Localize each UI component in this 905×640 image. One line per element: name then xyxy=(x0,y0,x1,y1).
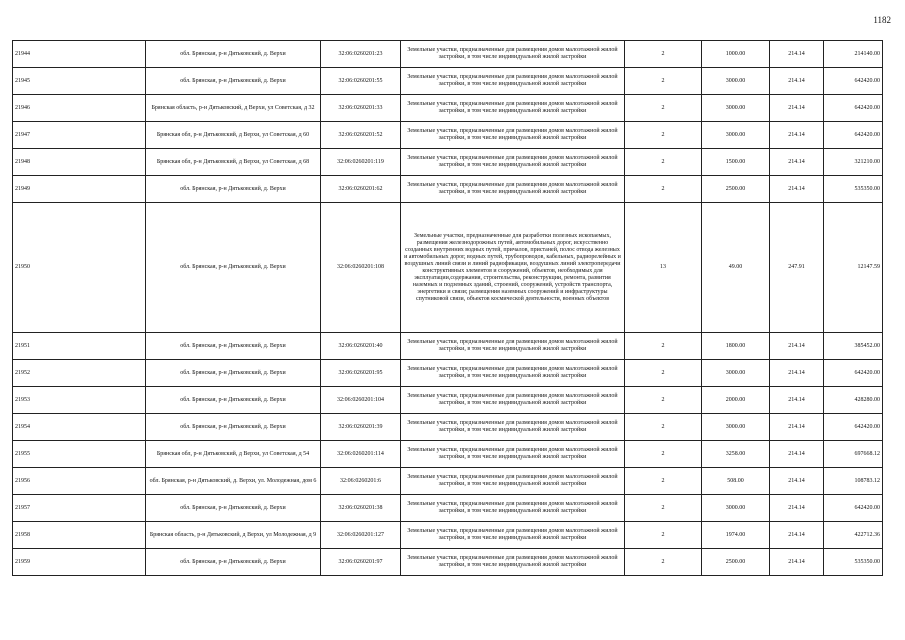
address-cell: обл. Брянская, р-н Дятьковский, д. Верхи xyxy=(146,203,321,333)
address-cell: обл. Брянская, р-н Дятьковский, д. Верхи xyxy=(146,549,321,576)
cadastral-value-cell: 108783.12 xyxy=(824,468,883,495)
address-cell: Брянская обл, р-н Дятьковский, д Верхи, ул Советская, д 54 xyxy=(146,441,321,468)
area-cell: 1000.00 xyxy=(702,41,770,68)
category-code-cell: 2 xyxy=(625,122,702,149)
rate-cell: 214.14 xyxy=(770,522,824,549)
area-cell: 2500.00 xyxy=(702,549,770,576)
rate-cell: 214.14 xyxy=(770,414,824,441)
rate-cell: 214.14 xyxy=(770,95,824,122)
category-code-cell: 2 xyxy=(625,495,702,522)
address-cell: Брянская обл, р-н Дятьковский, д Верхи, ул Советская, д 68 xyxy=(146,149,321,176)
address-cell: Брянская область, р-н Дятьковский, д Верхи, ул Молодежная, д 9 xyxy=(146,522,321,549)
table-row xyxy=(13,333,883,360)
cadastral-number-cell: 32:06:0260201:127 xyxy=(321,522,401,549)
cadastral-value-cell: 642420.00 xyxy=(824,414,883,441)
address-cell: обл. Брянская, р-н Дятьковский, д. Верхи, ул. Молодежная, дом 6 xyxy=(146,468,321,495)
row-id-cell: 21949 xyxy=(13,176,146,203)
category-code-cell: 2 xyxy=(625,468,702,495)
land-use-cell: Земельные участки, предназначенные для размещения домов малоэтажной жилой застройки, в том числе индивидуальной жилой застройки xyxy=(401,333,625,360)
address-cell: обл. Брянская, р-н Дятьковский, д. Верхи xyxy=(146,495,321,522)
row-id-cell: 21952 xyxy=(13,360,146,387)
address-cell: Брянская обл, р-н Дятьковский, д Верхи, ул Советская, д 60 xyxy=(146,122,321,149)
category-code-cell: 2 xyxy=(625,441,702,468)
area-cell: 3000.00 xyxy=(702,414,770,441)
row-id-cell: 21946 xyxy=(13,95,146,122)
address-cell: обл. Брянская, р-н Дятьковский, д. Верхи xyxy=(146,41,321,68)
row-id-cell: 21948 xyxy=(13,149,146,176)
area-cell: 3000.00 xyxy=(702,495,770,522)
table-body xyxy=(13,41,883,576)
cadastral-number-cell: 32:06:0260201:114 xyxy=(321,441,401,468)
area-cell: 1500.00 xyxy=(702,149,770,176)
land-use-cell: Земельные участки, предназначенные для размещения домов малоэтажной жилой застройки, в том числе индивидуальной жилой застройки xyxy=(401,360,625,387)
land-use-cell: Земельные участки, предназначенные для размещения домов малоэтажной жилой застройки, в том числе индивидуальной жилой застройки xyxy=(401,149,625,176)
row-id-cell: 21953 xyxy=(13,387,146,414)
row-id-cell: 21950 xyxy=(13,203,146,333)
category-code-cell: 2 xyxy=(625,41,702,68)
area-cell: 3000.00 xyxy=(702,122,770,149)
land-use-cell: Земельные участки, предназначенные для размещения домов малоэтажной жилой застройки, в том числе индивидуальной жилой застройки xyxy=(401,522,625,549)
address-cell: обл. Брянская, р-н Дятьковский, д. Верхи xyxy=(146,333,321,360)
cadastral-number-cell: 32:06:0260201:55 xyxy=(321,68,401,95)
row-id-cell: 21945 xyxy=(13,68,146,95)
cadastral-number-cell: 32:06:0260201:38 xyxy=(321,495,401,522)
table-row xyxy=(13,414,883,441)
page-number: 1182 xyxy=(873,15,891,25)
area-cell: 49.00 xyxy=(702,203,770,333)
category-code-cell: 2 xyxy=(625,176,702,203)
row-id-cell: 21944 xyxy=(13,41,146,68)
rate-cell: 214.14 xyxy=(770,495,824,522)
cadastral-value-cell: 428280.00 xyxy=(824,387,883,414)
area-cell: 3000.00 xyxy=(702,360,770,387)
row-id-cell: 21957 xyxy=(13,495,146,522)
rate-cell: 214.14 xyxy=(770,387,824,414)
category-code-cell: 2 xyxy=(625,522,702,549)
area-cell: 1974.00 xyxy=(702,522,770,549)
row-id-cell: 21958 xyxy=(13,522,146,549)
category-code-cell: 2 xyxy=(625,549,702,576)
address-cell: обл. Брянская, р-н Дятьковский, д. Верхи xyxy=(146,68,321,95)
table-row xyxy=(13,387,883,414)
cadastral-value-cell: 642420.00 xyxy=(824,495,883,522)
land-use-cell: Земельные участки, предназначенные для размещения домов малоэтажной жилой застройки, в том числе индивидуальной жилой застройки xyxy=(401,441,625,468)
area-cell: 3000.00 xyxy=(702,68,770,95)
area-cell: 3000.00 xyxy=(702,95,770,122)
cadastral-value-cell: 422712.36 xyxy=(824,522,883,549)
cadastral-number-cell: 32:06:0260201:119 xyxy=(321,149,401,176)
rate-cell: 247.91 xyxy=(770,203,824,333)
cadastral-number-cell: 32:06:0260201:95 xyxy=(321,360,401,387)
land-use-cell: Земельные участки, предназначенные для размещения домов малоэтажной жилой застройки, в том числе индивидуальной жилой застройки xyxy=(401,122,625,149)
table-row xyxy=(13,549,883,576)
cadastral-value-cell: 385452.00 xyxy=(824,333,883,360)
address-cell: обл. Брянская, р-н Дятьковский, д. Верхи xyxy=(146,387,321,414)
area-cell: 508.00 xyxy=(702,468,770,495)
cadastral-number-cell: 32:06:0260201:33 xyxy=(321,95,401,122)
land-use-cell: Земельные участки, предназначенные для размещения домов малоэтажной жилой застройки, в том числе индивидуальной жилой застройки xyxy=(401,468,625,495)
row-id-cell: 21955 xyxy=(13,441,146,468)
land-use-cell: Земельные участки, предназначенные для размещения домов малоэтажной жилой застройки, в том числе индивидуальной жилой застройки xyxy=(401,176,625,203)
cadastral-number-cell: 32:06:0260201:104 xyxy=(321,387,401,414)
cadastral-number-cell: 32:06:0260201:108 xyxy=(321,203,401,333)
cadastral-number-cell: 32:06:0260201:62 xyxy=(321,176,401,203)
rate-cell: 214.14 xyxy=(770,68,824,95)
cadastral-value-cell: 535350.00 xyxy=(824,549,883,576)
row-id-cell: 21947 xyxy=(13,122,146,149)
rate-cell: 214.14 xyxy=(770,441,824,468)
address-cell: обл. Брянская, р-н Дятьковский, д. Верхи xyxy=(146,414,321,441)
area-cell: 1800.00 xyxy=(702,333,770,360)
category-code-cell: 2 xyxy=(625,68,702,95)
table-row xyxy=(13,41,883,68)
cadastral-value-cell: 535350.00 xyxy=(824,176,883,203)
land-registry-table xyxy=(12,40,883,576)
rate-cell: 214.14 xyxy=(770,176,824,203)
table-row xyxy=(13,68,883,95)
table-row xyxy=(13,176,883,203)
cadastral-number-cell: 32:06:0260201:39 xyxy=(321,414,401,441)
table-row xyxy=(13,122,883,149)
land-use-cell: Земельные участки, предназначенные для размещения домов малоэтажной жилой застройки, в том числе индивидуальной жилой застройки xyxy=(401,95,625,122)
category-code-cell: 2 xyxy=(625,95,702,122)
cadastral-number-cell: 32:06:0260201:6 xyxy=(321,468,401,495)
category-code-cell: 2 xyxy=(625,360,702,387)
cadastral-value-cell: 321210.00 xyxy=(824,149,883,176)
category-code-cell: 2 xyxy=(625,149,702,176)
rate-cell: 214.14 xyxy=(770,468,824,495)
rate-cell: 214.14 xyxy=(770,360,824,387)
row-id-cell: 21951 xyxy=(13,333,146,360)
rate-cell: 214.14 xyxy=(770,41,824,68)
row-id-cell: 21959 xyxy=(13,549,146,576)
area-cell: 2000.00 xyxy=(702,387,770,414)
category-code-cell: 2 xyxy=(625,333,702,360)
rate-cell: 214.14 xyxy=(770,333,824,360)
table-row xyxy=(13,441,883,468)
rate-cell: 214.14 xyxy=(770,122,824,149)
category-code-cell: 2 xyxy=(625,414,702,441)
rate-cell: 214.14 xyxy=(770,149,824,176)
table-row xyxy=(13,360,883,387)
cadastral-value-cell: 214140.00 xyxy=(824,41,883,68)
category-code-cell: 13 xyxy=(625,203,702,333)
cadastral-value-cell: 642420.00 xyxy=(824,68,883,95)
cadastral-value-cell: 12147.59 xyxy=(824,203,883,333)
table-row xyxy=(13,468,883,495)
land-use-cell: Земельные участки, предназначенные для размещения домов малоэтажной жилой застройки, в том числе индивидуальной жилой застройки xyxy=(401,387,625,414)
cadastral-value-cell: 642420.00 xyxy=(824,360,883,387)
cadastral-value-cell: 642420.00 xyxy=(824,122,883,149)
rate-cell: 214.14 xyxy=(770,549,824,576)
cadastral-number-cell: 32:06:0260201:23 xyxy=(321,41,401,68)
row-id-cell: 21954 xyxy=(13,414,146,441)
land-use-cell: Земельные участки, предназначенные для разработки полезных ископаемых, размещения железнодорожных путей, автомобильных дорог, искусственно созданных внутренних водных путей, причалов, пристаней, полос отвода железных и автомобильных дорог, водных путей, трубопроводов, кабельных, радиорелейных и воздушных линий связи и линий радиофикации, воздушных линий электропередачи конструктивных элементов и сооружений, объектов, необходимых для эксплуатации,содержания, строительства, реконструкции, ремонта, развития наземных и подземных зданий, строений, сооружений, устройств транспорта, энергетики и связи; размещения наземных сооружений и инфраструктуры спутниковой связи, объектов космической деятельности, военных объектов xyxy=(401,203,625,333)
category-code-cell: 2 xyxy=(625,387,702,414)
cadastral-number-cell: 32:06:0260201:52 xyxy=(321,122,401,149)
cadastral-value-cell: 697668.12 xyxy=(824,441,883,468)
cadastral-value-cell: 642420.00 xyxy=(824,95,883,122)
cadastral-number-cell: 32:06:0260201:97 xyxy=(321,549,401,576)
land-use-cell: Земельные участки, предназначенные для размещения домов малоэтажной жилой застройки, в том числе индивидуальной жилой застройки xyxy=(401,41,625,68)
row-id-cell: 21956 xyxy=(13,468,146,495)
address-cell: обл. Брянская, р-н Дятьковский, д. Верхи xyxy=(146,360,321,387)
table-row xyxy=(13,149,883,176)
address-cell: обл. Брянская, р-н Дятьковский, д. Верхи xyxy=(146,176,321,203)
land-use-cell: Земельные участки, предназначенные для размещения домов малоэтажной жилой застройки, в том числе индивидуальной жилой застройки xyxy=(401,414,625,441)
table-row xyxy=(13,203,883,333)
table-row xyxy=(13,495,883,522)
address-cell: Брянская область, р-н Дятьковский, д Верхи, ул Советская, д 32 xyxy=(146,95,321,122)
table-row xyxy=(13,522,883,549)
area-cell: 2500.00 xyxy=(702,176,770,203)
land-use-cell: Земельные участки, предназначенные для размещения домов малоэтажной жилой застройки, в том числе индивидуальной жилой застройки xyxy=(401,549,625,576)
table-row xyxy=(13,95,883,122)
cadastral-number-cell: 32:06:0260201:40 xyxy=(321,333,401,360)
land-use-cell: Земельные участки, предназначенные для размещения домов малоэтажной жилой застройки, в том числе индивидуальной жилой застройки xyxy=(401,495,625,522)
area-cell: 3258.00 xyxy=(702,441,770,468)
land-use-cell: Земельные участки, предназначенные для размещения домов малоэтажной жилой застройки, в том числе индивидуальной жилой застройки xyxy=(401,68,625,95)
